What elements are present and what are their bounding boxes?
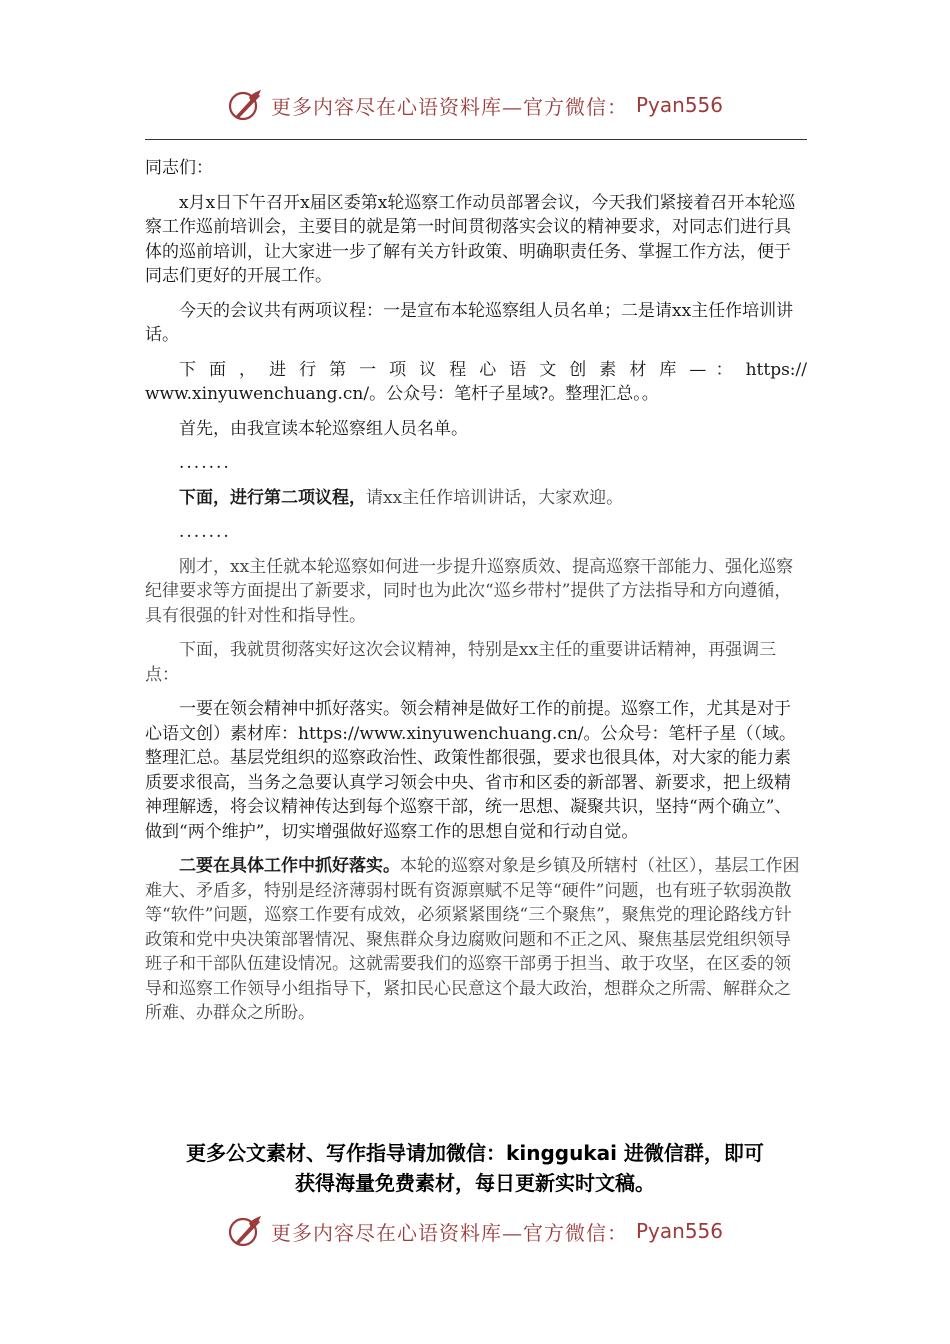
header-banner bbox=[0, 82, 950, 128]
agenda-item-1-line1: 下 面 ， 进 行 第 一 项 议 程 心 语 文 创 素 材 库 — ： https:// bbox=[179, 359, 807, 380]
paragraph-intro: x月x日下午召开x届区委第x轮巡察工作动员部署会议，今天我们紧接着召开本轮巡察工作巡前培训会，主要目的就是第一时间贯彻落实会议的精神要求，对同志们进行具体的巡前培训，让大家进一步了解有关方针政策、明确职责任务、掌握工作方法，便于同志们更好的开展工作。 bbox=[145, 192, 796, 286]
quill-logo-icon bbox=[227, 87, 263, 123]
header-banner-wechat-id: Pyan556 bbox=[635, 93, 723, 117]
paragraph-point-1: 一要在领会精神中抓好落实。领会精神是做好工作的前提。巡察工作，尤其是对于心语文创）素材库：https://www.xinyuwenchuang.cn/。公众号：笔杆子星（（域。整理汇总。基层党组织的巡察政治性、政策性都很强，要求也很具体，对大家的能力素质要求很高，当务之急要认真学习领会中央、省市和区委的新部署、新要求，把上级精神理解透，将会议精神传达到每个巡察干部，统一思想、凝聚共识，坚持“两个确立”、做到“两个维护”，切实增强做好巡察工作的思想自觉和行动自觉。 bbox=[145, 699, 797, 842]
paragraph-read-list: 首先，由我宣读本轮巡察组人员名单。 bbox=[179, 418, 468, 439]
paragraph-emphasis-intro: 下面，我就贯彻落实好这次会议精神，特别是xx主任的重要讲话精神，再强调三点： bbox=[145, 640, 777, 685]
promo-cta-line2: 获得海量免费素材，每日更新实时文稿。 bbox=[295, 1171, 655, 1195]
ellipsis-1: ....... bbox=[179, 453, 231, 473]
paragraph-point-2 bbox=[145, 854, 807, 1026]
document-body bbox=[145, 150, 807, 1036]
agenda-item-2-bold: 下面，进行第二项议程， bbox=[179, 487, 366, 508]
footer-banner-text: 更多内容尽在心语资料库—官方微信： bbox=[270, 1220, 628, 1245]
salutation: 同志们： bbox=[145, 158, 213, 178]
agenda-item-1-line2: www.xinyuwenchuang.cn/。公众号：笔杆子星域?。整理汇总。。 bbox=[145, 384, 659, 404]
paragraph-agenda-item-2 bbox=[145, 486, 807, 511]
paragraph-agenda: 今天的会议共有两项议程：一是宣布本轮巡察组人员名单；二是请xx主任作培训讲话。 bbox=[145, 300, 794, 345]
footer-banner-wechat-id: Pyan556 bbox=[635, 1219, 723, 1243]
point-2-heading: 二要在具体工作中抓好落实。 bbox=[179, 856, 400, 876]
paragraph-agenda-item-1 bbox=[145, 358, 807, 407]
header-banner-text: 更多内容尽在心语资料库—官方微信： bbox=[270, 94, 628, 119]
ellipsis-2: ....... bbox=[179, 522, 231, 542]
quill-logo-icon bbox=[227, 1213, 263, 1249]
footer-banner bbox=[0, 1208, 950, 1254]
promo-cta bbox=[100, 1138, 850, 1198]
point-2-body: 本轮的巡察对象是乡镇及所辖村（社区），基层工作困难大、矛盾多，特别是经济薄弱村既有资源禀赋不足等“硬件”问题，也有班子软弱涣散等“软件”问题，巡察工作要有成效，必须紧紧围绕“三个聚焦”，聚焦党的理论路线方针政策和党中央决策部署情况、聚焦群众身边腐败问题和不正之风、聚焦基层党组织领导班子和干部队伍建设情况。这就需要我们的巡察干部勇于担当、敢于攻坚，在区委的领导和巡察工作领导小组指导下，紧扣民心民意这个最大政治，想群众之所需、解群众之所难、办群众之所盼。 bbox=[145, 856, 800, 1023]
agenda-item-2-rest: 请xx主任作培训讲话，大家欢迎。 bbox=[366, 487, 624, 508]
paragraph-summary: 刚才，xx主任就本轮巡察如何进一步提升巡察质效、提高巡察干部能力、强化巡察纪律要求等方面提出了新要求，同时也为此次“巡乡带村”提供了方法指导和方向遵循，具有很强的针对性和指导性。 bbox=[145, 556, 794, 626]
promo-cta-line1: 更多公文素材、写作指导请加微信：kinggukai 进微信群，即可 bbox=[186, 1141, 764, 1165]
header-divider bbox=[145, 139, 807, 140]
